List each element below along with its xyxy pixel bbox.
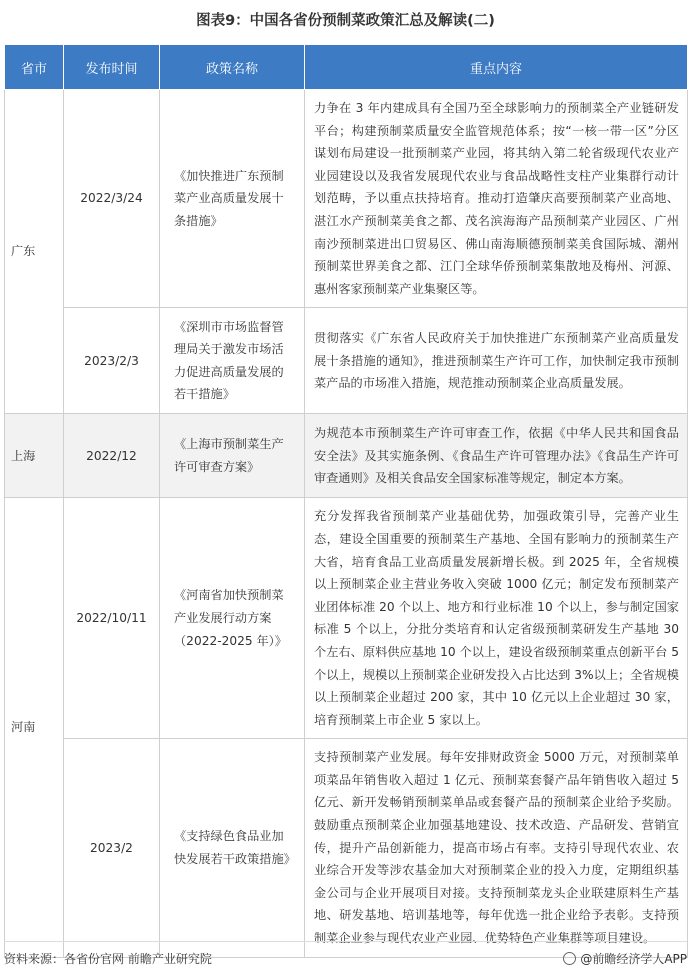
brand-logo-icon [563,952,576,965]
table-row [5,90,688,308]
policy-table [4,44,688,958]
table-row [5,414,688,498]
content-cell: 力争在 3 年内建成具有全国乃至全球影响力的预制菜全产业链研发平台；构建预制菜质量安全监管规范体系；按“一核一带一区”分区谋划布局建设一批预制菜产业园，将其纳入第二轮省级现代农业产业园建设以及我省发展现代农业与食品战略性支柱产业集群行动计划范畴，予以重点扶持培育。推动打造肇庆高要预制菜产业高地、湛江水产预制菜美食之都、茂名滨海海产品预制菜产业园区、广州南沙预制菜进出口贸易区、佛山南海顺德预制菜美食国际城、潮州预制菜世界美食之都、江门全球华侨预制菜集散地及梅州、河源、惠州客家预制菜产业集聚区等。 [305,90,688,308]
brand-label: @前瞻经济学人APP [580,952,687,966]
table-row [5,739,688,957]
header-province: 省市 [5,45,64,90]
footer-divider [4,941,687,942]
header-date: 发布时间 [64,45,160,90]
date-cell: 2022/3/24 [64,90,160,308]
header-content: 重点内容 [305,45,688,90]
province-cell: 上海 [5,414,64,498]
table-header-row [5,45,688,90]
policy-name-cell: 《支持绿色食品业加快发展若干政策措施》 [160,739,305,957]
chart-title: 图表9：中国各省份预制菜政策汇总及解读(二) [196,13,495,29]
date-cell: 2023/2/3 [64,308,160,414]
content-cell: 贯彻落实《广东省人民政府关于加快推进广东预制菜产业高质量发展十条措施的通知》，推进预制菜生产许可工作，加快制定我市预制菜产品的市场准入措施，规范推动预制菜企业高质量发展。 [305,308,688,414]
header-policy: 政策名称 [160,45,305,90]
province-cell: 河南 [5,498,64,957]
policy-name-cell: 《河南省加快预制菜产业发展行动方案（2022-2025 年）》 [160,498,305,739]
date-cell: 2022/10/11 [64,498,160,739]
date-cell: 2022/12 [64,414,160,498]
policy-name-cell: 《上海市预制菜生产许可审查方案》 [160,414,305,498]
province-cell: 广东 [5,90,64,414]
brand-credit [563,950,687,967]
footer [4,950,687,970]
table-row [5,498,688,739]
date-cell: 2023/2 [64,739,160,957]
table-row [5,308,688,414]
policy-name-cell: 《深圳市市场监督管理局关于激发市场活力促进高质量发展的若干措施》 [160,308,305,414]
content-cell: 为规范本市预制菜生产许可审查工作，依据《中华人民共和国食品安全法》及其实施条例、《食品生产许可管理办法》《食品生产许可审查通则》及相关食品安全国家标准等规定，制定本方案。 [305,414,688,498]
content-cell: 充分发挥我省预制菜产业基础优势，加强政策引导，完善产业生态，建设全国重要的预制菜生产基地、全国有影响力的预制菜生产大省，培育食品工业高质量发展新增长极。到 2025 年，全省规模以上预制菜企业主营业务收入突破 1000 亿元；制定发布预制菜产业团体标准 20 个以上、地方和行业标准 10 个以上，参与制定国家标准 5 个以上，分批分类培育和认定省级预制菜研发生产基地 30 个左右、原料供应基地 10 个以上，建设省级预制菜重点创新平台 5 个以上，规模以上预制菜企业研发投入占比达到 3%以上；全省规模以上预制菜企业超过 200 家，其中 10 亿元以上企业超过 30 家，培育预制菜上市企业 5 家以上。 [305,498,688,739]
source-note: 资料来源：各省份官网 前瞻产业研究院 [4,952,212,966]
content-cell: 支持预制菜产业发展。每年安排财政资金 5000 万元，对预制菜单项菜品年销售收入超过 1 亿元、预制菜套餐产品年销售收入超过 5 亿元、新开发畅销预制菜单品或套餐产品的预制菜企业给予奖励。鼓励重点预制菜企业加强基地建设、技术改造、产品研发、营销宣传，提升产品创新能力，提高市场占有率。支持引导现代农业、农业综合开发等涉农基金加大对预制菜企业的投入力度，定期组织基金公司与企业开展项目对接。支持预制菜龙头企业联建原料生产基地、研发基地、培训基地等，每年优选一批企业给予表彰。支持预制菜企业参与现代农业产业园、优势特色产业集群等项目建设。 [305,739,688,957]
policy-name-cell: 《加快推进广东预制菜产业高质量发展十条措施》 [160,90,305,308]
